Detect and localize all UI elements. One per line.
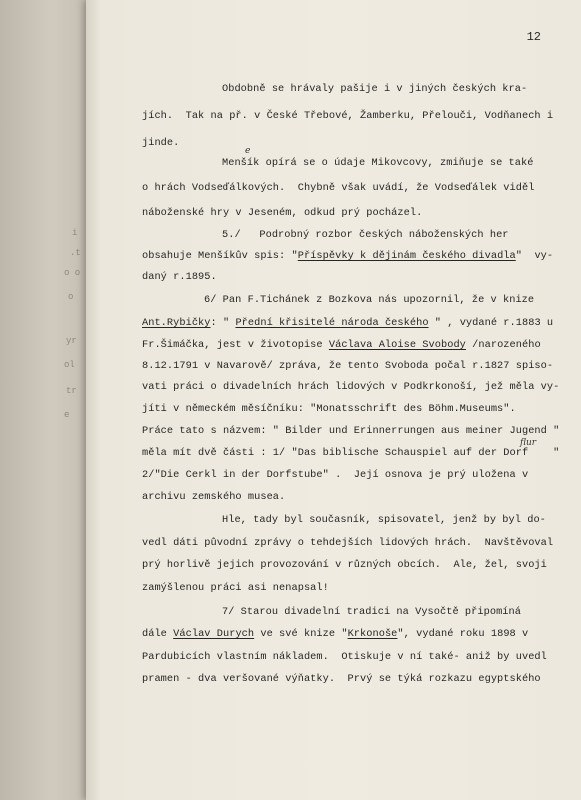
text-segment: Fr.Šimáčka, jest v životopise	[142, 339, 329, 351]
text-line	[222, 606, 521, 618]
text-segment: jinde.	[142, 137, 180, 149]
text-segment: měla mít dvě části : 1/ "Das biblische Schauspiel auf der Dorf "	[142, 447, 560, 459]
underlined-title: Václava Aloise Svobody	[328, 339, 466, 351]
text-segment: jích. Tak na př. v České Třebové, Žamberku, Přelouči, Vodňanech i	[142, 110, 554, 122]
underlined-title: Václav Durych	[173, 628, 255, 640]
text-line	[222, 157, 533, 169]
text-line	[222, 229, 509, 241]
underlined-title: Ant.Rybičky	[142, 317, 211, 329]
text-line	[142, 403, 516, 415]
text-segment: vati práci o divadelních hrách lidových v Podkrkonoší, jež měla vy-	[142, 381, 560, 393]
underlined-title: Přední křisitelé národa českého	[235, 317, 429, 329]
text-segment: vedl dáti původní zprávy o tehdejších lidových hrách. Navštěvoval	[142, 537, 554, 549]
text-line	[142, 537, 553, 549]
text-segment: : "	[210, 317, 236, 329]
text-segment: " , vydané r.1883 u	[428, 317, 554, 329]
text-line	[142, 250, 553, 262]
text-line	[142, 381, 559, 393]
text-line	[142, 469, 528, 481]
text-line	[142, 628, 528, 640]
handwritten-correction: e	[245, 146, 251, 156]
text-line	[142, 447, 559, 459]
text-segment: dále	[142, 628, 174, 640]
text-segment: 6/ Pan F.Tichánek z Bozkova nás upozornil, že v knize	[204, 294, 535, 306]
text-segment: daný r.1895.	[142, 271, 217, 283]
text-line	[142, 110, 553, 122]
text-line	[142, 317, 553, 329]
text-line	[142, 425, 559, 437]
text-segment: 2/"Die Cerkl in der Dorfstube" . Její osnova je prý uložena v	[142, 469, 529, 481]
text-segment: Menšík opírá se o údaje Mikovcovy, zmiňuje se také	[222, 157, 534, 169]
text-segment: zamýšlenou práci asi nenapsal!	[142, 582, 329, 594]
text-segment: náboženské hry v Jeseném, odkud prý pocházel.	[142, 207, 423, 219]
text-segment: ", vydané roku 1898 v	[397, 628, 529, 640]
text-segment: 5./ Podrobný rozbor českých náboženských her	[222, 229, 509, 241]
text-segment: " vy-	[515, 250, 554, 262]
text-segment: /narozeného	[465, 339, 541, 351]
text-line	[142, 182, 534, 194]
text-line	[222, 83, 527, 95]
text-line	[142, 339, 541, 351]
text-line	[142, 491, 285, 503]
text-segment: 7/ Starou divadelní tradici na Vysočtě připomíná	[222, 606, 521, 618]
text-segment: jíti v německém měsíčníku: "Monatsschrift des Böhm.Museums".	[142, 403, 516, 415]
text-segment: 8.12.1791 v Navarově/ zpráva, že tento Svoboda počal r.1827 spiso-	[142, 360, 554, 372]
handwritten-correction: flur	[520, 438, 537, 448]
text-line	[142, 207, 422, 219]
text-line	[142, 651, 547, 663]
page-number: 12	[526, 30, 541, 44]
text-segment: archivu zemského musea.	[142, 491, 286, 503]
text-segment: prý horlivě jejich provozování v různých obcích. Ale, žel, svoji	[142, 559, 547, 571]
text-line	[222, 514, 546, 526]
text-segment: ve své knize "	[254, 628, 348, 640]
text-line	[142, 673, 541, 685]
adjacent-page-strip: i .t o o o yr ol tr e	[0, 0, 86, 800]
underlined-title: Příspěvky k dějinám českého divadla	[297, 250, 516, 262]
text-line	[142, 360, 553, 372]
text-segment: Obdobně se hrávaly pašije i v jiných českých kra-	[222, 83, 528, 95]
underlined-title: Krkonoše	[347, 628, 398, 640]
text-line	[142, 271, 217, 283]
text-segment: o hrách Vodseďálkových. Chybně však uvádí, že Vodseďálek viděl	[142, 182, 535, 194]
text-segment: Hle, tady byl současník, spisovatel, jenž by byl do-	[222, 514, 546, 526]
text-line	[204, 294, 534, 306]
text-segment: Práce tato s názvem: " Bilder und Erinnerrungen aus meiner Jugend "	[142, 425, 560, 437]
text-segment: obsahuje Menšíkův spis: "	[142, 250, 298, 262]
text-segment: pramen - dva veršované výňatky. Prvý se týká rozkazu egyptského	[142, 673, 541, 685]
text-line	[142, 559, 547, 571]
text-segment: Pardubicích vlastním nákladem. Otiskuje v ní také- aniž by uvedl	[142, 651, 547, 663]
text-line	[142, 582, 329, 594]
text-line	[142, 137, 179, 149]
